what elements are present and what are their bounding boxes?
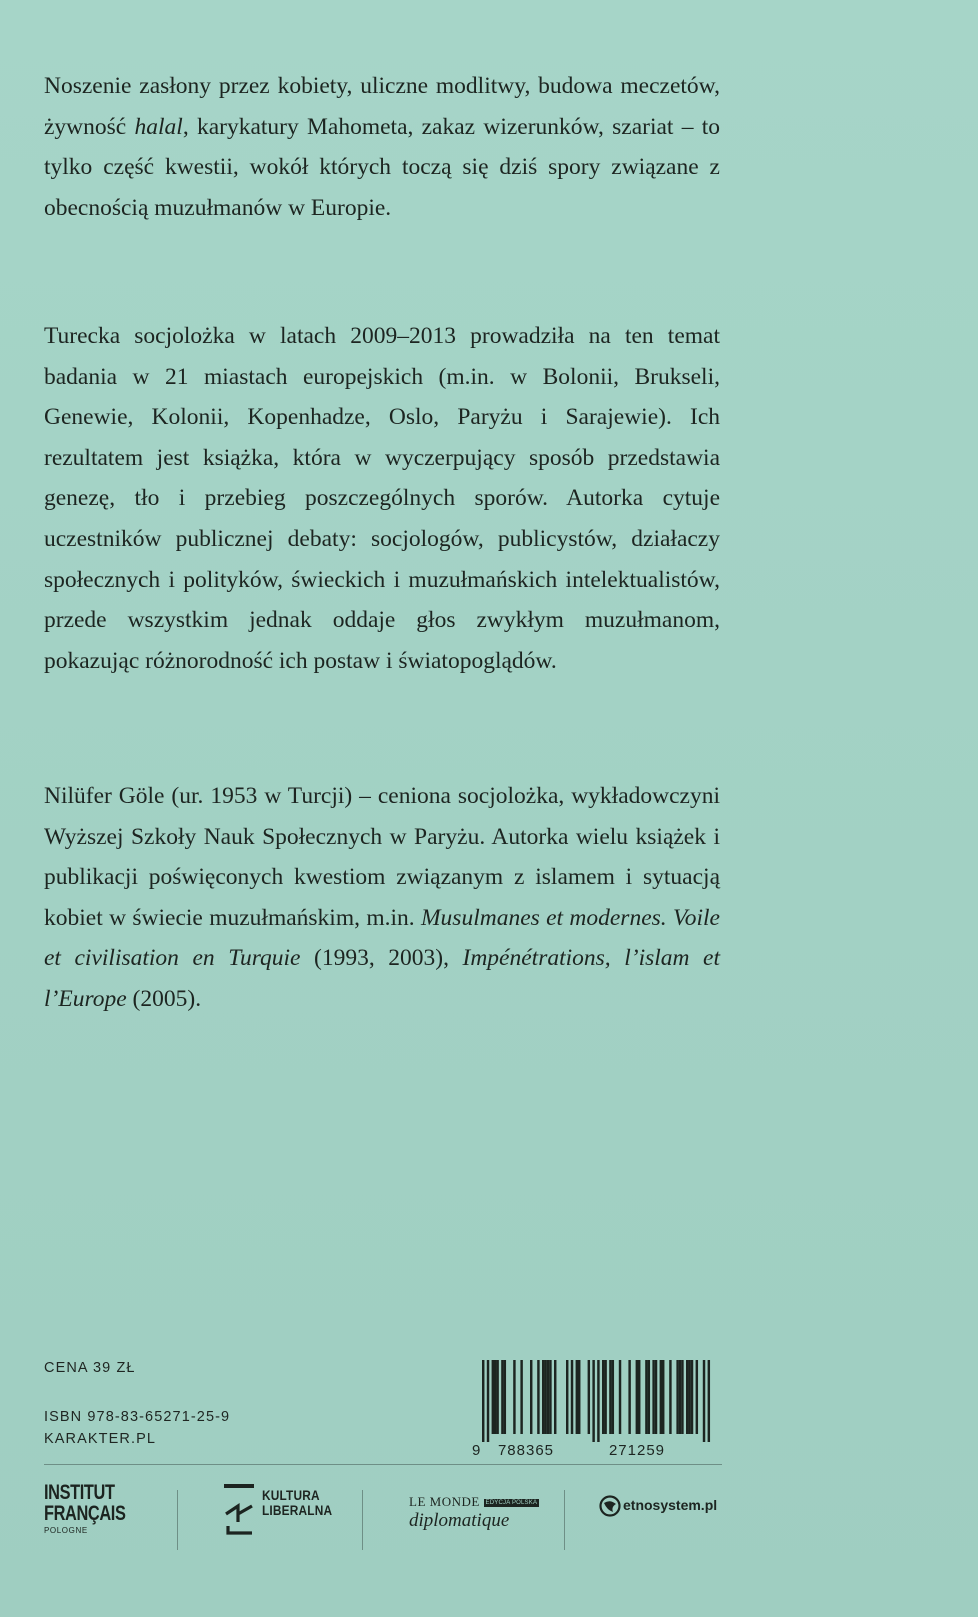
italic-title-text: Impénétrations, l’islam et l’Europe [44,945,721,1012]
italic-title-text: halal [134,113,183,140]
paragraph-text: Turecka socjolożka w latach 2009–2013 prowadziła na ten temat badania w 21 miastach europejskich (m.in. w Bolonii, Brukseli, Genewie, Kolonii, Kopenhadze, Oslo, Paryżu i Sarajewie). Ich rezultatem jest książka, która w wyczerpujący sposób przedstawia genezę, tło i przebieg poszczególnych sporów. Autorka cytuje uczestników publicznej debaty: socjologów, publicystów, działaczy społecznych i polityków, świeckich i muzułmańskich intelektualistów, przede wszystkim jednak oddaje głos zwykłym muzułmanom, pokazując różnorodność ich postaw i światopoglądów. [44,323,720,674]
barcode-right-digits: 271259 [608,1442,666,1458]
institut-francais-line1: INSTITUT [44,1481,115,1504]
barcode-left-digits: 788365 [497,1442,555,1458]
barcode-bar [501,1360,503,1434]
barcode-bar [676,1360,678,1434]
barcode-bar [520,1360,522,1434]
barcode-bar [696,1360,698,1434]
barcode-bar [604,1360,606,1434]
barcode-bar [638,1360,640,1434]
institut-francais-line2: FRANÇAIS [44,1502,126,1525]
barcode-bar [612,1360,614,1434]
kultura-liberalna-mark-icon [224,1484,258,1536]
institut-francais-logo [44,1482,174,1574]
barcode-bar [708,1360,710,1442]
barcode-bar [513,1360,515,1434]
barcode-bar [588,1360,590,1434]
barcode-bar [496,1360,498,1434]
divider-line [44,1464,722,1465]
paragraph-text: Nilüfer Göle (ur. 1953 w Turcji) – ceniona socjolożka, wykładowczyni Wyższej Szkoły Nauk Społecznych w Paryżu. Autorka wielu książek i publikacji poświęconych kwestiom związanym z islamem i sytuacją kobiet w świecie muzułmańskim, m.in. [44,783,720,931]
barcode-bar [571,1360,573,1434]
logo-separator [564,1490,565,1550]
barcode-bar [554,1360,556,1434]
le-monde-diplomatique-logo [409,1482,549,1574]
barcode-bar [628,1360,630,1434]
barcode-bar [645,1360,647,1434]
description-paragraph-2 [44,316,720,681]
publisher-website: KARAKTER.PL [44,1431,157,1447]
barcode-bar [547,1360,549,1434]
barcode-bar [542,1360,544,1434]
barcode-bar [619,1360,621,1434]
barcode-bar [597,1360,599,1442]
barcode-bar [655,1360,657,1434]
barcode-bar [609,1360,611,1434]
barcode-bar [660,1360,662,1434]
logo-separator [362,1490,363,1550]
barcode-bar [681,1360,683,1434]
etnosystem-globe-icon [599,1495,621,1517]
barcode-bar [504,1360,506,1434]
barcode-bar [602,1360,604,1434]
barcode-bar [566,1360,568,1434]
etnosystem-text: etnosystem.pl [623,1497,718,1513]
kultura-liberalna-line2: LIBERALNA [262,1503,333,1518]
barcode-bar [686,1360,688,1434]
barcode-bar [652,1360,654,1434]
barcode-bar [636,1360,638,1434]
barcode-bar [530,1360,532,1434]
barcode-bar [662,1360,664,1434]
barcode-bar [492,1360,494,1434]
barcode-bar [592,1360,594,1442]
description-paragraph-1 [44,66,720,228]
paragraph-text: (2005). [126,985,202,1012]
barcode-bar [576,1360,578,1434]
italic-title-text: Musulmanes et modernes. Voile et civilisation en Turquie [44,904,720,972]
le-monde-line2: diplomatique [409,1510,510,1531]
barcode-bar [578,1360,580,1434]
paragraph-text: , karykatury Mahometa, zakaz wizerunków, szariat – to tylko część kwestii, wokół których toczą się dziś spory związane z obecnością muzułmanów w Europie. [44,113,720,221]
barcode-bar [703,1360,705,1442]
paragraph-text: (1993, 2003), [300,945,463,972]
isbn-label: ISBN 978-83-65271-25-9 [44,1409,231,1425]
barcode-bar [494,1360,496,1434]
barcode-bar [537,1360,539,1434]
author-bio-paragraph [44,776,720,1020]
barcode-bar [648,1360,650,1434]
price-label: CENA 39 ZŁ [44,1360,136,1376]
partner-logos [44,1482,722,1574]
kultura-liberalna-logo [224,1482,364,1574]
barcode-first-digit: 9 [472,1442,481,1458]
le-monde-line1: LE MONDE [409,1494,480,1509]
barcode-bar [487,1360,489,1442]
barcode-bar [669,1360,671,1434]
barcode-bar [691,1360,693,1434]
kultura-liberalna-line1: KULTURA [262,1488,320,1503]
barcode-bar [679,1360,681,1434]
institut-francais-sub: POLOGNE [44,1526,88,1535]
logo-separator [177,1490,178,1550]
le-monde-badge: EDYCJA POLSKA [485,1500,538,1506]
barcode-bar [549,1360,551,1434]
barcode-bar [544,1360,546,1434]
etnosystem-logo [599,1482,724,1574]
paragraph-text: Noszenie zasłony przez kobiety, uliczne modlitwy, budowa meczetów, żywność [44,73,720,140]
isbn-barcode [470,1358,722,1458]
barcode-bar [482,1360,484,1442]
barcode-bar [688,1360,690,1434]
